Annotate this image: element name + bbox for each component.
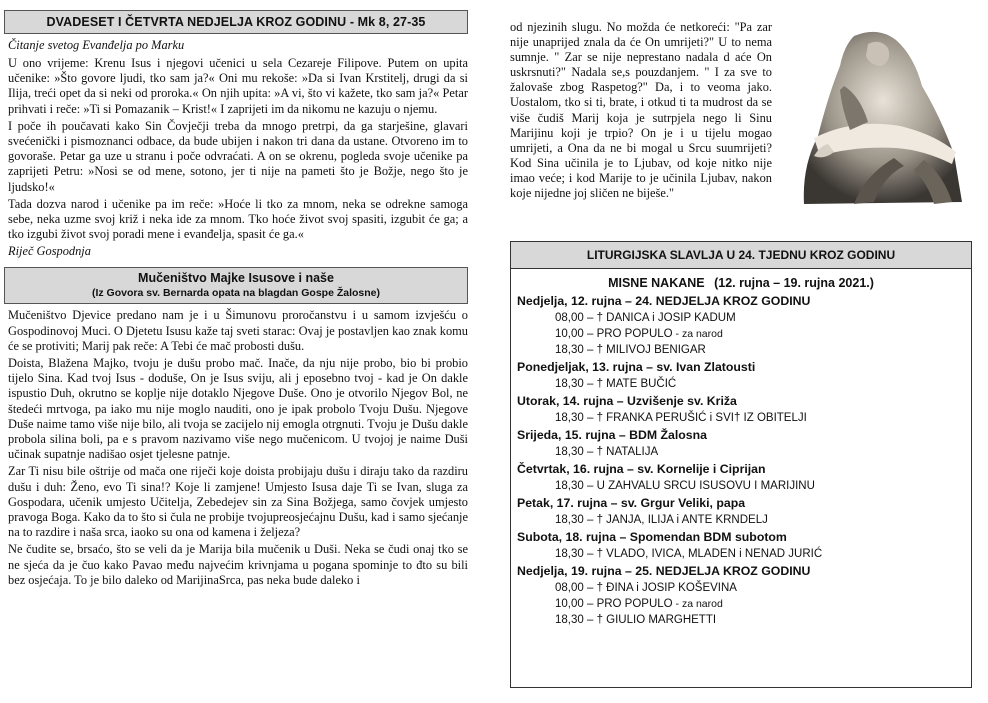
day-entry xyxy=(511,496,971,526)
misne-dates: (12. rujna – 19. rujna 2021.) xyxy=(714,276,874,290)
article-header xyxy=(4,267,468,304)
mass-item: 18,30 – U ZAHVALU SRCU ISUSOVU I MARIJINU xyxy=(555,480,815,492)
left-column xyxy=(4,10,468,590)
mass-intentions-title xyxy=(511,276,971,290)
gospel-paragraph: U ono vrijeme: Krenu Isus i njegovi učenici u sela Cezareje Filipove. Putem on upita učenike: »Što govore ljudi, tko sam ja?« Oni mu rekoše: »Da si Ivan Krstitelj, drugi da si Ilija, treći opet da si neki od proroka.« On njih upita: »A vi, što vi kažete, tko sam ja?« Petar prihvati i reče: »Ti si Pomazanik – Krist!« I zaprijeti im da nikomu ne kazuju o njemu. xyxy=(8,56,468,116)
day-entry xyxy=(511,530,971,560)
article-continuation: od njezinih slugu. No možda će netkoreći: "Pa zar nije unaprijed znala da će On umrijeti?" U to nema sumnje. " Zar se nije neprestano nadala d aće On uskrsnuti?" Nadala se,s pouzdanjem. " I za sve to žalovaše zbog Raspetog?" Da, i to veoma jako. Uostalom, tko si ti, brate, i otkud ti ta mudrost da se više čudiš Marij koja je sutrpjela nego li Sinu Marijinu koji je trpio? On je i u tijelu mogao umrijeti, a Ona da ne bi mogal u Srcu suumrijeti? Kod Sina učinila je to Ljubav, od koje nitko nije imao veće; i kod Marije to je učinila Ljubav, nakon koje nijedne joj sličen ne biješe." xyxy=(510,20,772,201)
day-entry xyxy=(511,462,971,492)
article-paragraph: Ne čudite se, brsaćo, što se veli da je Marija bila mučenik u Duši. Neka se čudi onaj tko se ne sjeća da je čuo kako Pavao među najvećim krivnjama u pogana spominje to đto su bili bez osjećaja. To je bilo daleko od MarijinaSrca, pas neka bude daleko i xyxy=(8,542,468,587)
mass-item: 18,30 – † MATE BUČIĆ xyxy=(555,378,677,390)
gospel-paragraph: I poče ih poučavati kako Sin Čovječji treba da mnogo pretrpi, da ga starješine, glavari svećenički i pismoznanci odbace, da bude ubijen i nakon tri dana da ustane. Otvoreno im to govoraše. Petar ga uze u stranu i poče odvraćati. A on se okrenu, pogleda svoje učenike pa zaprijeti Petru: »Nosi se od mene, sotono, jer ti nije na pameti što je Božje, nego što je ljudsko!« xyxy=(8,118,468,194)
article-paragraph: Doista, Blažena Majko, tvoju je dušu probo mač. Inače, da nju nije probo, bio bi probio tijelo Sina. Kad tvoj Isus - doduše, On je Isus sviju, ali j eposebno tvoj - kad je On dakle ispustio Duh, okrutno se koplje nije dotaklo Njegove Duše. Ono je otvorilo Njegov Bol, ne štedeći mrtvoga, pa iako mu nije moglo nauditi, ono je ipak probolo Tvoju Dušu. Njegove Duše naime tamo više nije bilo, ali tvoja se zacijelo nij emogla otrgnuti. Tvoju je Dušu dakle probola silina boli, pa e s pravom nazivamo više nego mučenicom. U tvojoj je naime Duši učinak supatnje nadišao osjet tjelesne patnje. xyxy=(8,356,468,462)
day-title: Četvrtak, 16. rujna – sv. Kornelije i Ciprijan xyxy=(517,462,766,476)
pieta-sculpture-image xyxy=(784,26,972,215)
mass-item: 18,30 – † GIULIO MARGHETTI xyxy=(555,614,717,626)
mass-item: 08,00 – † ĐINA i JOSIP KOŠEVINA xyxy=(555,582,737,594)
misne-label: MISNE NAKANE xyxy=(608,276,705,290)
reading-intro: Čitanje svetog Evanđelja po Marku xyxy=(8,38,185,52)
article-body xyxy=(4,308,468,588)
article-paragraph: Mučeništvo Djevice predano nam je i u Šimunovu proročanstvu i u samom izvješću o Gospodinovoj Muci. O Djetetu Isusu kaže taj sveti starac: Ovaj je postavljen kao znak komu će se protiviti; Marij pak reče: A Tebi će mač probosti dušu. xyxy=(8,308,468,353)
gospel-paragraph: Tada dozva narod i učenike pa im reče: »Hoće li tko za mnom, neka se odrekne samoga sebe, neka uzme svoj križ i neka ide za mnom. Tko hoće život svoj spasiti, izgubit će ga; a tko izgubi život svoj poradi mene i evanđelja, spasit će ga.« xyxy=(8,196,468,242)
day-entry xyxy=(511,360,971,390)
article-subtitle: (Iz Govora sv. Bernarda opata na blagdan Gospe Žalosne) xyxy=(91,287,381,300)
day-entry xyxy=(511,564,971,626)
day-entry xyxy=(511,294,971,356)
mass-item: 18,30 – † FRANKA PERUŠIĆ i SVI† IZ OBITELJI xyxy=(555,412,807,424)
day-entry xyxy=(511,394,971,424)
mass-item: 18,30 – † MILIVOJ BENIGAR xyxy=(555,344,706,356)
day-title: Nedjelja, 19. rujna – 25. NEDJELJA KROZ GODINU xyxy=(517,564,811,578)
day-title: Subota, 18. rujna – Spomendan BDM subotom xyxy=(517,530,787,544)
liturgy-schedule-box xyxy=(510,241,972,688)
gospel-header: DVADESET I ČETVRTA NEDJELJA KROZ GODINU - Mk 8, 27-35 xyxy=(4,10,468,34)
mass-item: 18,30 – † NATALIJA xyxy=(555,446,659,458)
day-title: Ponedjeljak, 13. rujna – sv. Ivan Zlatousti xyxy=(517,360,756,374)
mass-item: 08,00 – † DANICA i JOSIP KADUM xyxy=(555,312,736,324)
day-title: Petak, 17. rujna – sv. Grgur Veliki, papa xyxy=(517,496,746,510)
mass-item: 18,30 – † JANJA, ILIJA i ANTE KRNDELJ xyxy=(555,514,768,526)
article-paragraph: Zar Ti nisu bile oštrije od mača one riječi koje doista probijaju dušu i diraju tako da razdiru dušu i duh: Ženo, evo Ti sina!? Koje li zamjene! Umjesto Isusa daje Ti se Ivan, sluga za Gospodara, učenik umjesto Učitelja, Zebedejev sin za Sina Božjega, samo čovjek umjesto pravoga Boga. Kako da to što si čula ne probije tvojupreosjećajnu Dušu, kad i samo sjećanje na to razdire i naša srca, iaoko su ona od kamena i željeza? xyxy=(8,464,468,540)
liturgy-header: LITURGIJSKA SLAVLJA U 24. TJEDNU KROZ GODINU xyxy=(511,242,971,269)
article-title: Mučeništvo Majke Isusove i naše xyxy=(138,271,334,286)
day-title: Utorak, 14. rujna – Uzvišenje sv. Križa xyxy=(517,394,737,408)
mass-item: 18,30 – † VLADO, IVICA, MLADEN i NENAD JURIĆ xyxy=(555,548,823,560)
mass-item: 10,00 – PRO POPULO - za narod xyxy=(555,598,723,610)
day-title: Nedjelja, 12. rujna – 24. NEDJELJA KROZ GODINU xyxy=(517,294,811,308)
day-entry xyxy=(511,428,971,458)
mass-item: 10,00 – PRO POPULO - za narod xyxy=(555,328,723,340)
reading-outro: Riječ Gospodnja xyxy=(8,244,91,259)
day-title: Srijeda, 15. rujna – BDM Žalosna xyxy=(517,428,707,442)
right-column-top xyxy=(510,20,972,201)
